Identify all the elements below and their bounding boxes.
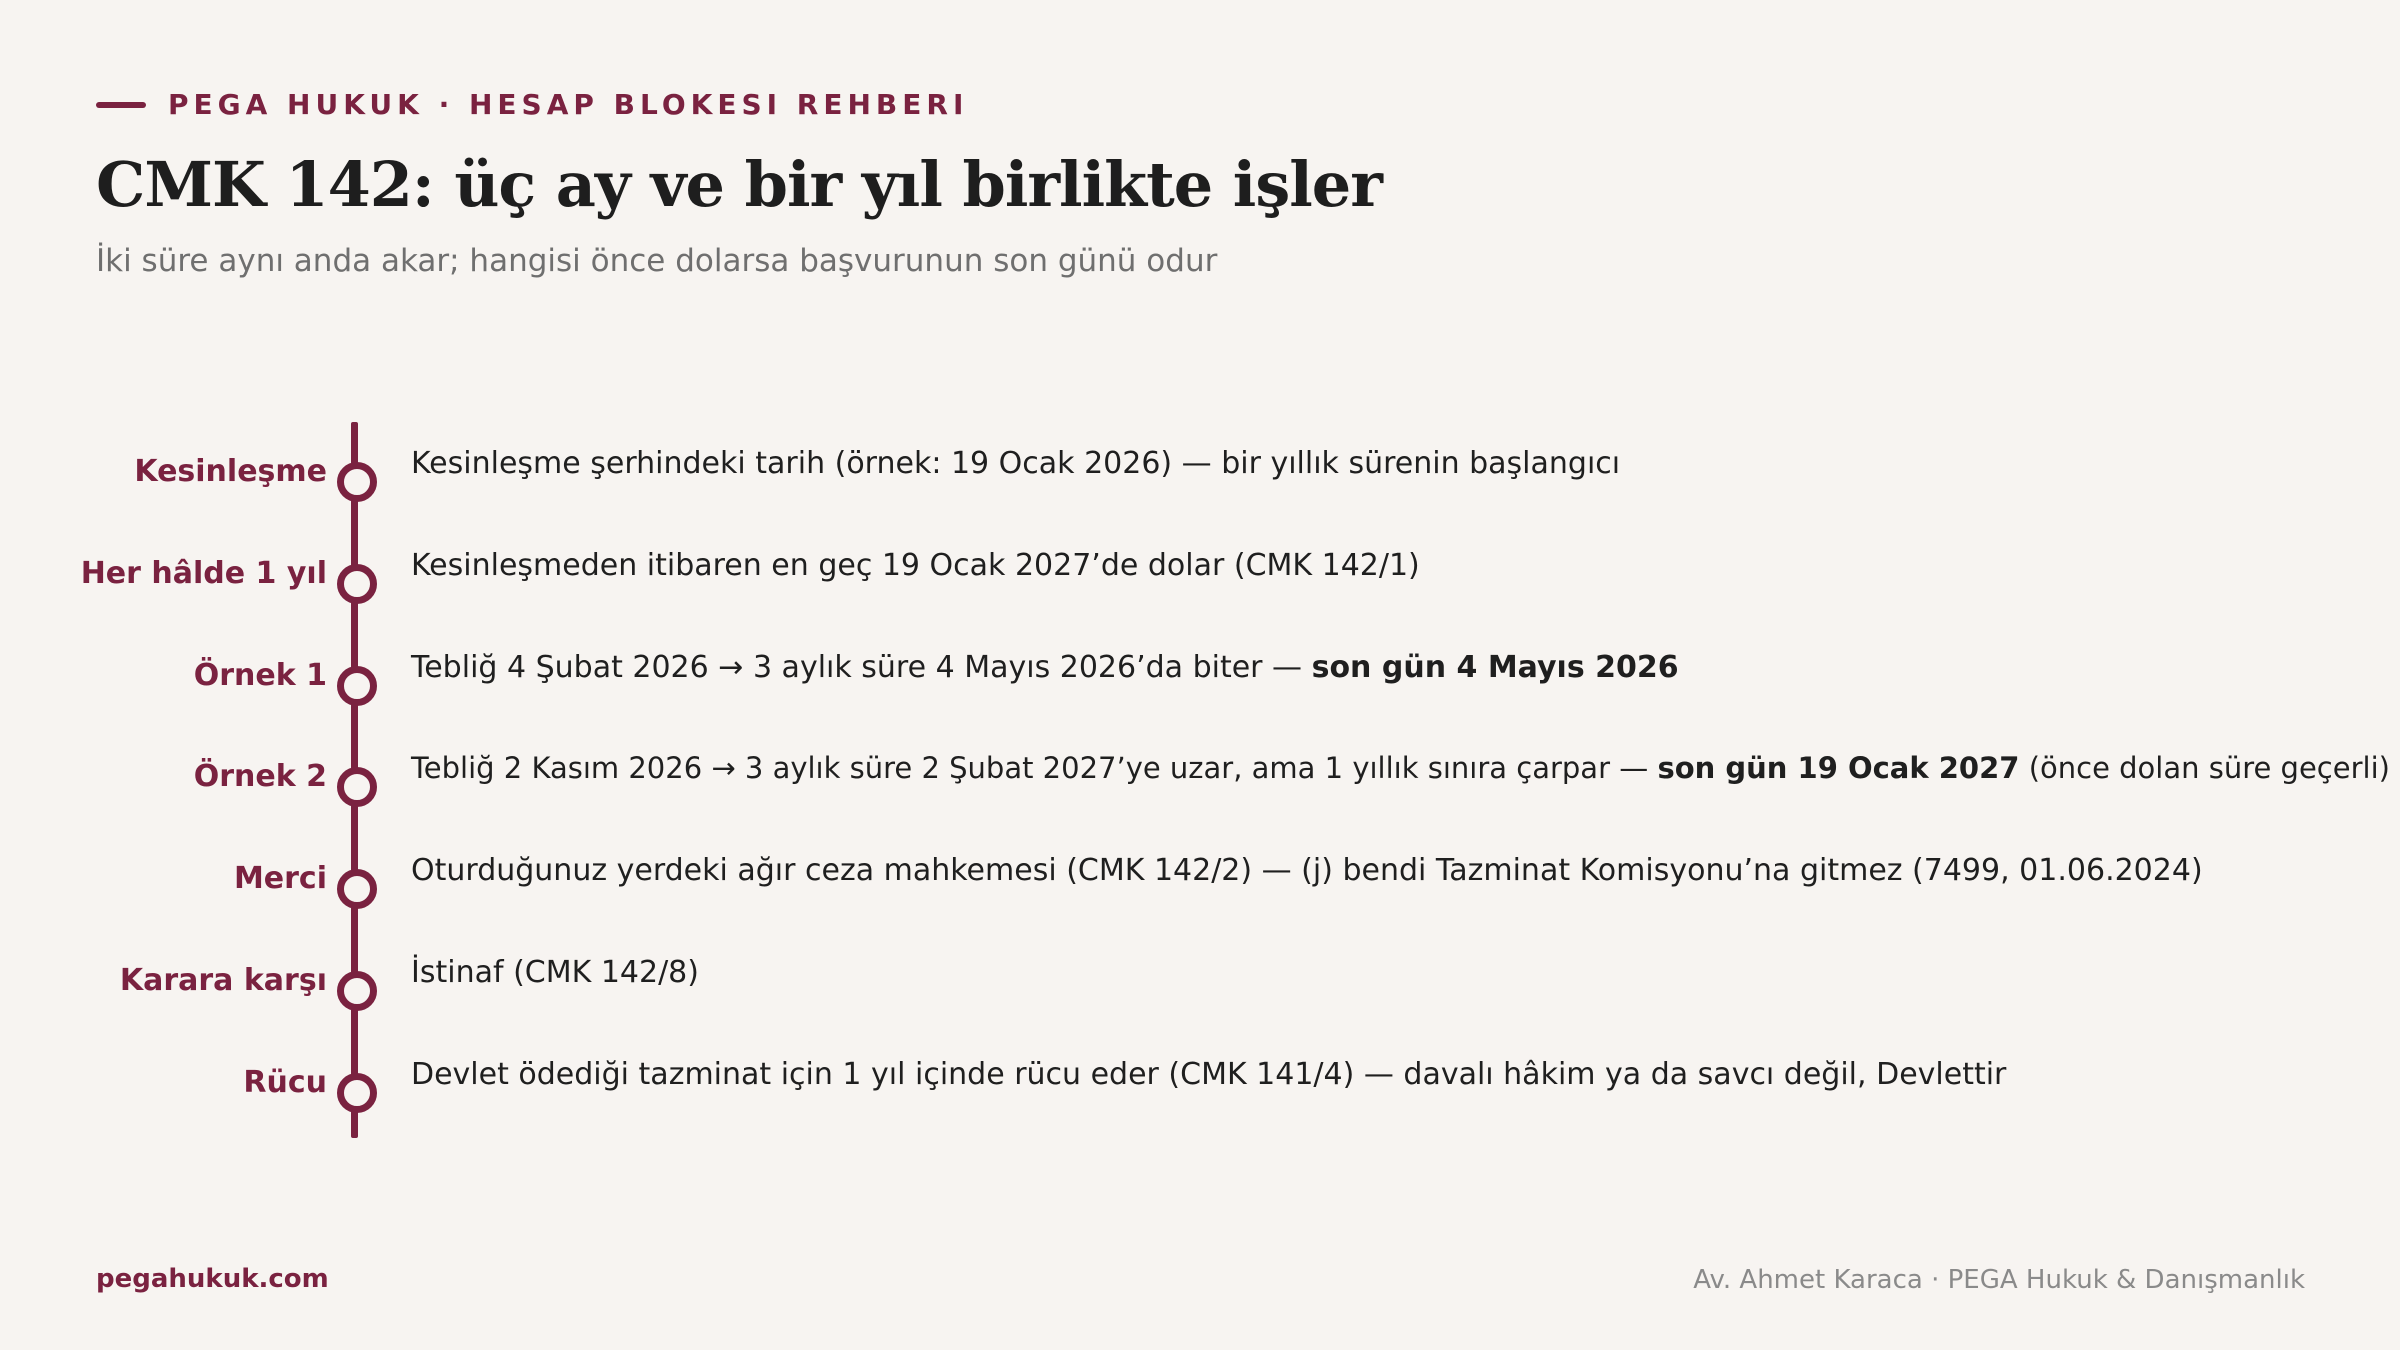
timeline-row xyxy=(0,624,2400,704)
timeline-row xyxy=(0,827,2400,907)
timeline-row xyxy=(0,1031,2400,1111)
timeline-label: Kesinleşme xyxy=(134,454,327,489)
timeline-description: İstinaf (CMK 142/8) xyxy=(411,955,699,990)
timeline-row xyxy=(0,522,2400,602)
timeline-node-circle xyxy=(337,1073,377,1113)
timeline-node-circle xyxy=(337,666,377,706)
timeline-node-circle xyxy=(337,767,377,807)
page-subtitle: İki süre aynı anda akar; hangisi önce dolarsa başvurunun son günü odur xyxy=(96,243,1218,279)
timeline-node-circle xyxy=(337,971,377,1011)
timeline-row xyxy=(0,929,2400,1009)
timeline-label: Rücu xyxy=(243,1065,327,1100)
timeline-description: Kesinleşmeden itibaren en geç 19 Ocak 2027’de dolar (CMK 142/1) xyxy=(411,548,1420,583)
timeline-description: Tebliğ 4 Şubat 2026 → 3 aylık süre 4 Mayıs 2026’da biter — son gün 4 Mayıs 2026 xyxy=(411,650,1679,685)
kicker-text: PEGA HUKUK · HESAP BLOKESI REHBERI xyxy=(168,88,969,121)
timeline-label: Örnek 1 xyxy=(193,658,327,693)
timeline-description: Kesinleşme şerhindeki tarih (örnek: 19 Ocak 2026) — bir yıllık sürenin başlangıcı xyxy=(411,446,1621,481)
timeline-label: Karara karşı xyxy=(119,963,327,998)
timeline-node-circle xyxy=(337,564,377,604)
timeline-node-circle xyxy=(337,869,377,909)
timeline-label: Merci xyxy=(233,861,327,896)
timeline-row xyxy=(0,420,2400,500)
kicker-accent-line xyxy=(96,102,146,108)
page-title: CMK 142: üç ay ve bir yıl birlikte işler xyxy=(96,148,1382,221)
footer-author: Av. Ahmet Karaca · PEGA Hukuk & Danışmanlık xyxy=(1693,1265,2305,1295)
kicker xyxy=(96,88,968,121)
timeline-description: Devlet ödediği tazminat için 1 yıl içinde rücu eder (CMK 141/4) — davalı hâkim ya da savcı değil, Devlettir xyxy=(411,1057,2007,1092)
timeline-row xyxy=(0,725,2400,805)
timeline-description: Tebliğ 2 Kasım 2026 → 3 aylık süre 2 Şubat 2027’ye uzar, ama 1 yıllık sınıra çarpar — son gün 19 Ocak 2027 (önce dolan süre geçerli) xyxy=(411,751,2390,785)
timeline-node-circle xyxy=(337,462,377,502)
timeline-description: Oturduğunuz yerdeki ağır ceza mahkemesi (CMK 142/2) — (j) bendi Tazminat Komisyonu’na gitmez (7499, 01.06.2024) xyxy=(411,853,2203,888)
timeline-label: Örnek 2 xyxy=(193,759,327,794)
timeline xyxy=(0,420,2400,1140)
footer-site-link[interactable]: pegahukuk.com xyxy=(96,1264,329,1294)
timeline-label: Her hâlde 1 yıl xyxy=(80,556,327,591)
